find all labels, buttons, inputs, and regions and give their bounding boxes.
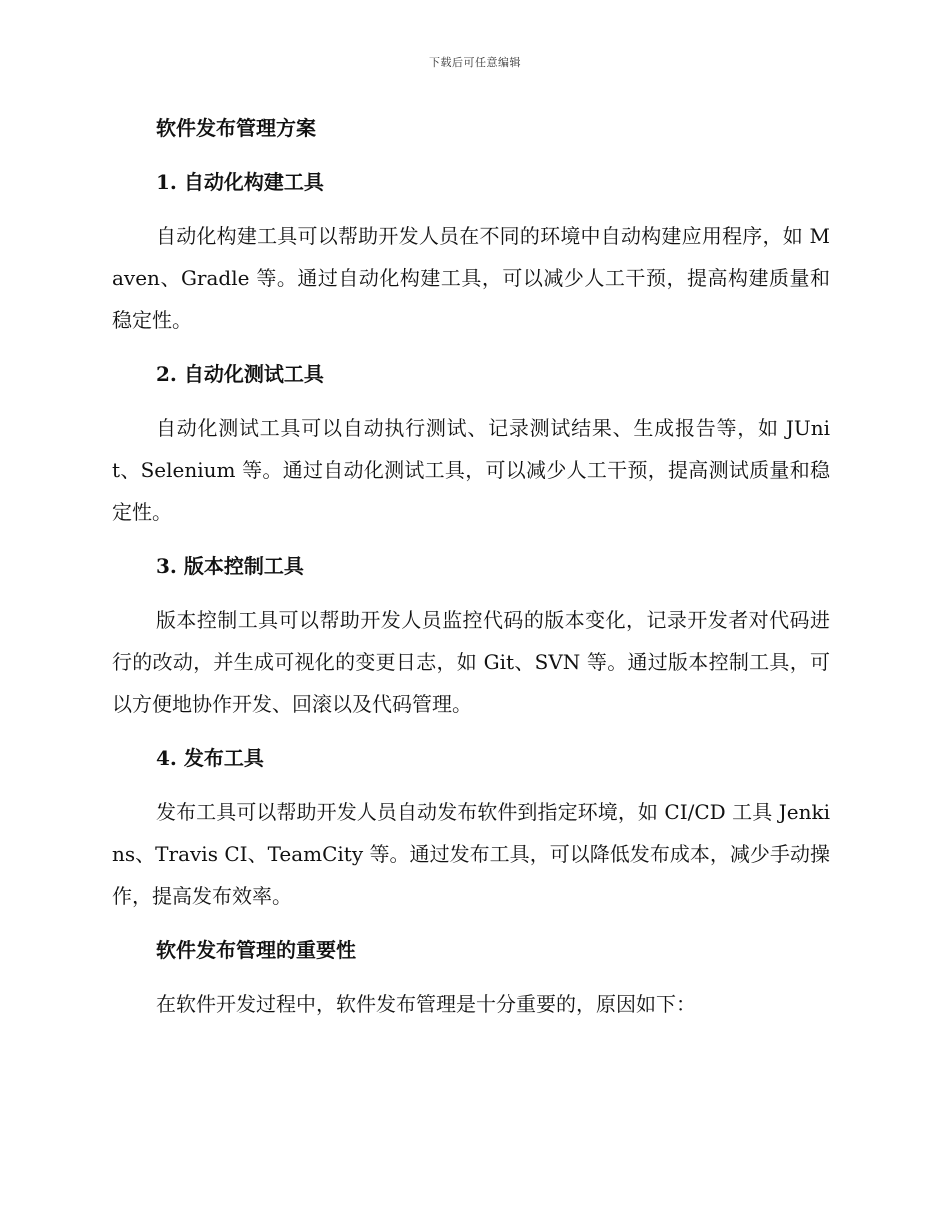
document-body bbox=[112, 107, 830, 1037]
importance-heading: 软件发布管理的重要性 bbox=[156, 938, 356, 962]
section-heading-release-tools: 4. 发布工具 bbox=[156, 746, 264, 770]
section-body-release-tools: 发布工具可以帮助开发人员自动发布软件到指定环境，如 CI/CD 工具 Jenkins、Travis CI、TeamCity 等。通过发布工具，可以降低发布成本，减少手动操作，提高发布效率。 bbox=[112, 800, 830, 908]
section-body-build-tools: 自动化构建工具可以帮助开发人员在不同的环境中自动构建应用程序，如 Maven、Gradle 等。通过自动化构建工具，可以减少人工干预，提高构建质量和稳定性。 bbox=[112, 224, 830, 332]
section-body-test-tools: 自动化测试工具可以自动执行测试、记录测试结果、生成报告等，如 JUnit、Selenium 等。通过自动化测试工具，可以减少人工干预，提高测试质量和稳定性。 bbox=[112, 416, 830, 524]
importance-intro: 在软件开发过程中，软件发布管理是十分重要的，原因如下： bbox=[156, 992, 696, 1016]
page-header-note: 下载后可任意编辑 bbox=[429, 56, 521, 69]
section-body-version-control: 版本控制工具可以帮助开发人员监控代码的版本变化，记录开发者对代码进行的改动，并生成可视化的变更日志，如 Git、SVN 等。通过版本控制工具，可以方便地协作开发、回滚以及代码管理。 bbox=[112, 608, 830, 716]
section-heading-test-tools: 2. 自动化测试工具 bbox=[156, 362, 324, 386]
section-heading-build-tools: 1. 自动化构建工具 bbox=[156, 170, 324, 194]
section-heading-version-control: 3. 版本控制工具 bbox=[156, 554, 304, 578]
document-title: 软件发布管理方案 bbox=[156, 116, 316, 140]
